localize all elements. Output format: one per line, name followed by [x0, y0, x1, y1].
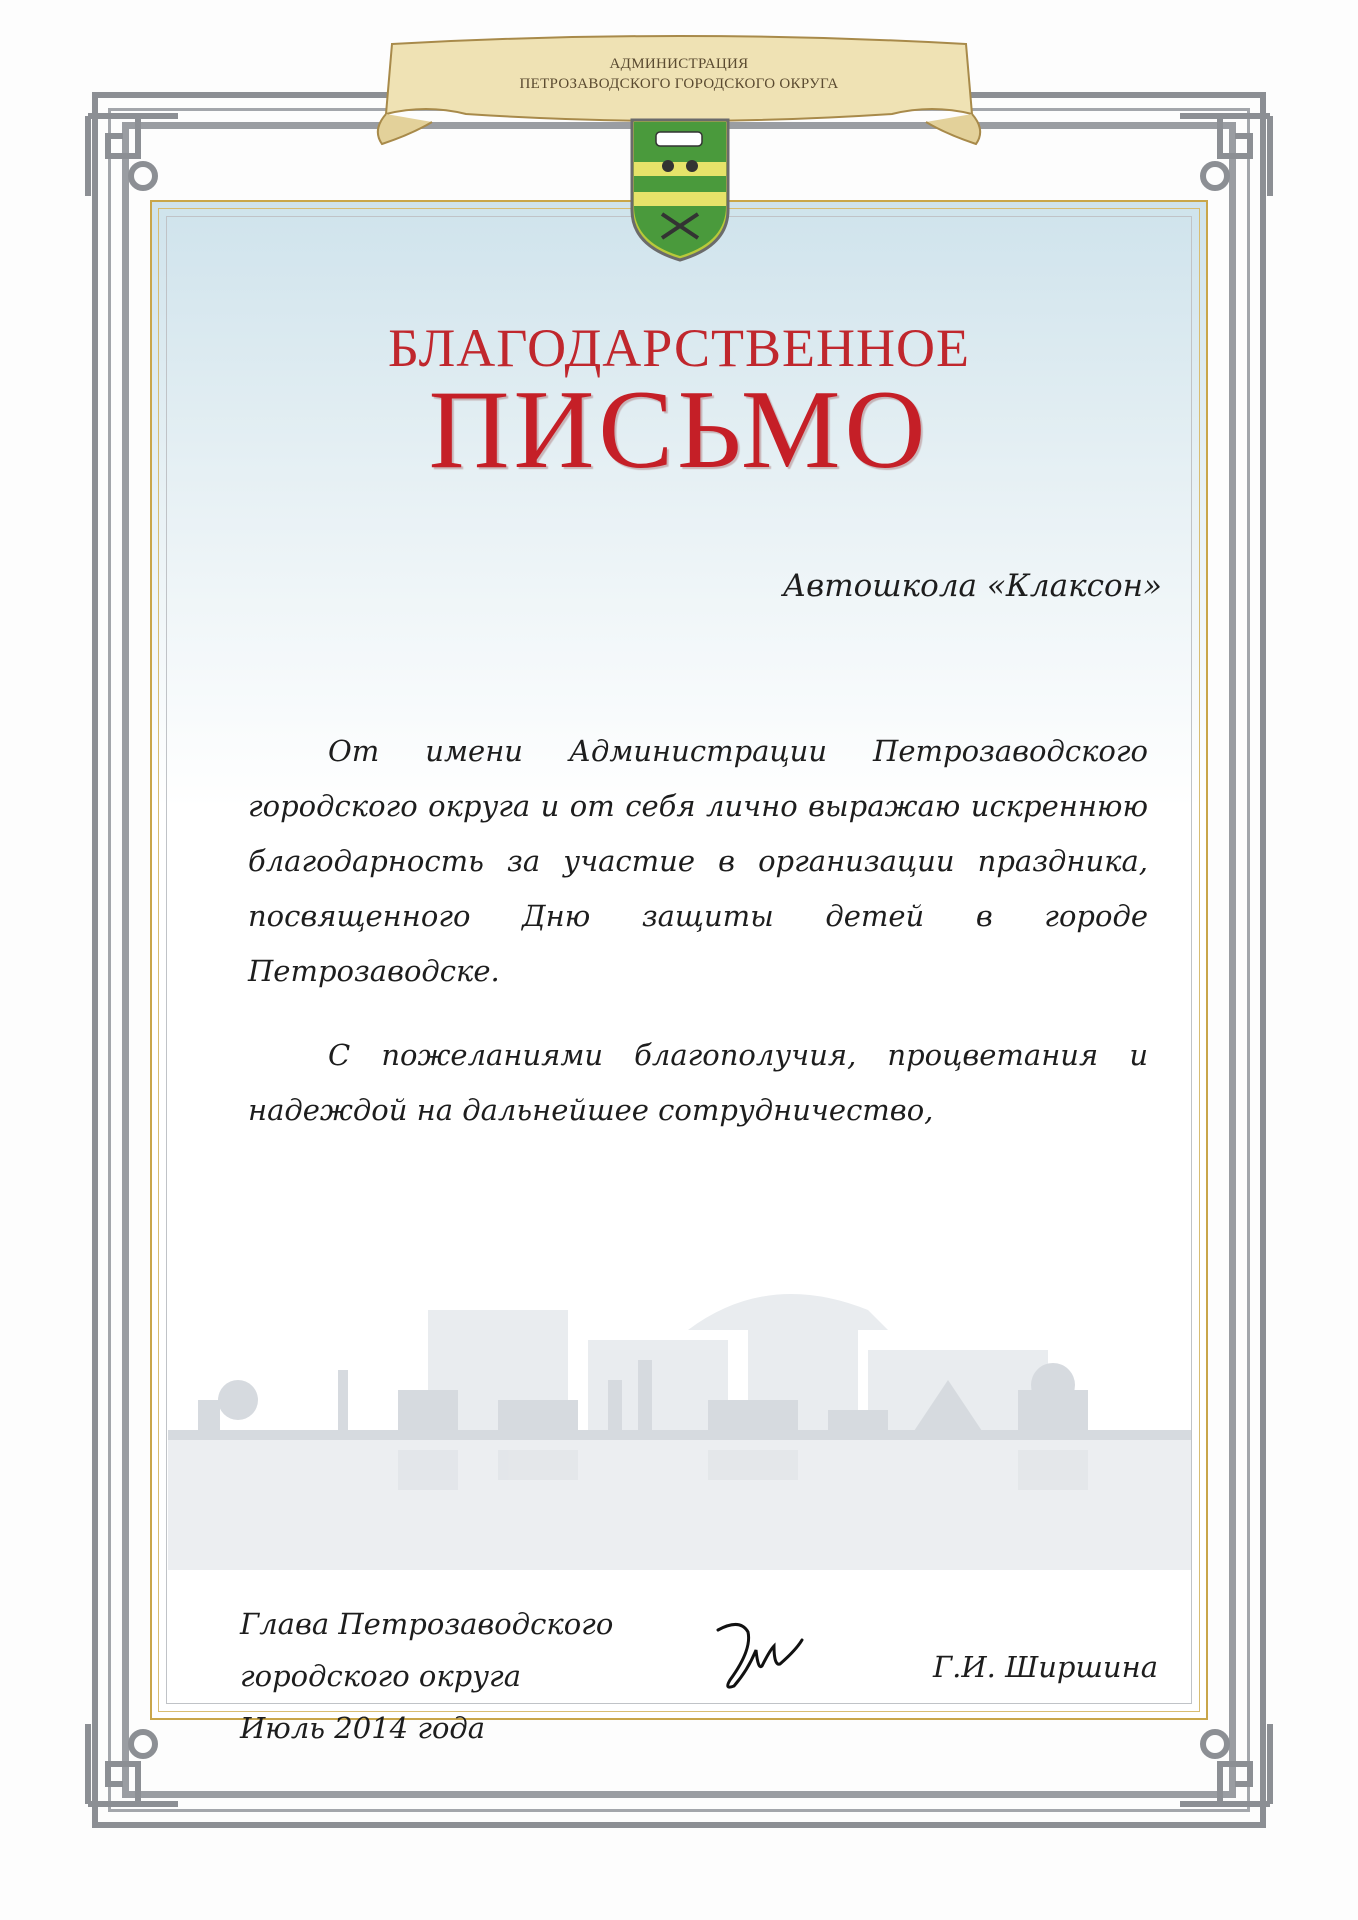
- corner-ornament-top-left: [68, 96, 188, 216]
- letter-date: Июль 2014 года: [240, 1711, 486, 1745]
- title-line-2: ПИСЬМО: [428, 368, 930, 492]
- corner-ornament-bottom-right: [1170, 1704, 1290, 1824]
- corner-ornament-top-right: [1170, 96, 1290, 216]
- title-line-1: БЛАГОДАРСТВЕННОЕ: [388, 318, 970, 378]
- banner-line-2: ПЕТРОЗАВОДСКОГО ГОРОДСКОГО ОКРУГА: [519, 76, 839, 92]
- body-paragraph-1: От имени Администрации Петрозаводского городского округа и от себя лично выражаю искреннюю благодарность за участие в организации праздника, посвященного Дню защиты детей в городе Петрозаводске.: [248, 734, 1148, 988]
- recipient-name: Автошкола «Клаксон»: [782, 568, 1162, 604]
- corner-ornament-bottom-left: [68, 1704, 188, 1824]
- signatory-block: [240, 1598, 613, 1754]
- signatory-position-line-1: Глава Петрозаводского: [240, 1607, 614, 1641]
- body-paragraph-2: С пожеланиями благополучия, процветания и надеждой на дальнейшее сотрудничество,: [248, 1038, 1148, 1127]
- signer-name: Г.И. Ширшина: [932, 1650, 1158, 1684]
- coat-of-arms-emblem: [626, 114, 734, 264]
- banner-line-1: АДМИНИСТРАЦИЯ: [609, 56, 749, 72]
- signatory-position-line-2: городского округа: [240, 1659, 521, 1693]
- handwritten-signature: [700, 1610, 810, 1700]
